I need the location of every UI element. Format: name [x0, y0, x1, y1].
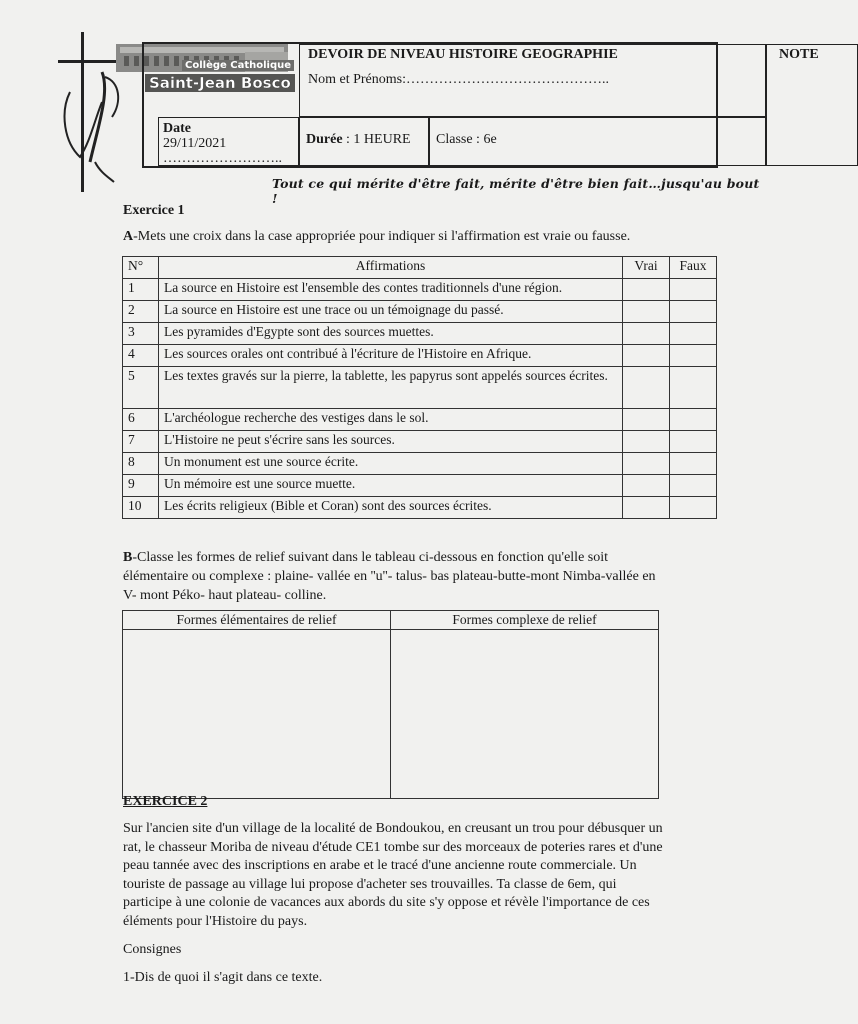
logo-caption-top: Collège Catholique [182, 60, 294, 71]
row-number: 4 [123, 345, 159, 367]
nom-prenoms-field[interactable]: Nom et Prénoms:…………………………………….. [308, 72, 609, 87]
vrai-checkbox[interactable] [623, 475, 670, 497]
exercice2-paragraph: Sur l'ancien site d'un village de la localité de Bondoukou, en creusant un trou pour débusquer un rat, le chasseur Moriba de niveau d'étude CE1 tombe sur des morceaux de poteries rares et d'une peau tannée avec des inscriptions en arabe et le tracé d'une ancienne route commerciale. Un touriste de passage au village lui propose d'acheter ses trouvailles. Ta classe de 6em, qui participe à une colonie de vacances aux abords du site s'y oppose et révèle l'importance de ces éléments pour l'Histoire du pays. [123, 821, 663, 929]
vrai-checkbox[interactable] [623, 323, 670, 345]
elementaires-answer-area[interactable] [123, 630, 391, 799]
affirmation-text: La source en Histoire est une trace ou un témoignage du passé. [159, 301, 623, 323]
faux-checkbox[interactable] [670, 497, 717, 519]
consignes-label: Consignes [123, 942, 182, 957]
part-b-instruction [123, 548, 668, 605]
vrai-checkbox[interactable] [623, 345, 670, 367]
note-label: NOTE [779, 47, 819, 62]
duree-value: : 1 HEURE [346, 132, 411, 147]
col-header-elementaires: Formes élémentaires de relief [123, 611, 391, 630]
faux-checkbox[interactable] [670, 367, 717, 409]
row-number: 2 [123, 301, 159, 323]
col-header-complexes: Formes complexe de relief [391, 611, 659, 630]
affirmation-text: Les sources orales ont contribué à l'écriture de l'Histoire en Afrique. [159, 345, 623, 367]
faux-checkbox[interactable] [670, 409, 717, 431]
table-row [123, 431, 717, 453]
duree-label: Durée [306, 132, 343, 147]
affirmation-text: La source en Histoire est l'ensemble des contes traditionnels d'une région. [159, 279, 623, 301]
part-a-instruction [123, 229, 630, 245]
vrai-checkbox[interactable] [623, 301, 670, 323]
faux-checkbox[interactable] [670, 453, 717, 475]
table-row [123, 323, 717, 345]
classe-value: Classe : 6e [436, 132, 497, 147]
col-header-affirmations: Affirmations [159, 257, 623, 279]
complexes-answer-area[interactable] [391, 630, 659, 799]
row-number: 6 [123, 409, 159, 431]
header-box [142, 42, 819, 168]
date-dots: …………………….. [163, 151, 282, 166]
affirmation-text: L'Histoire ne peut s'écrire sans les sources. [159, 431, 623, 453]
vrai-checkbox[interactable] [623, 279, 670, 301]
vrai-checkbox[interactable] [623, 431, 670, 453]
title-cell [299, 44, 766, 117]
row-number: 3 [123, 323, 159, 345]
duree-cell [299, 117, 429, 166]
col-header-vrai: Vrai [623, 257, 670, 279]
table-row [123, 475, 717, 497]
faux-checkbox[interactable] [670, 301, 717, 323]
part-a-text: -Mets une croix dans la case appropriée pour indiquer si l'affirmation est vraie ou fausse. [133, 229, 631, 244]
part-b-letter: B [123, 550, 133, 565]
row-number: 8 [123, 453, 159, 475]
affirmation-text: Un monument est une source écrite. [159, 453, 623, 475]
date-cell [158, 117, 299, 166]
affirmation-text: Un mémoire est une source muette. [159, 475, 623, 497]
table-row [123, 301, 717, 323]
col-header-faux: Faux [670, 257, 717, 279]
date-label: Date [163, 121, 191, 136]
affirmations-table [122, 256, 717, 519]
note-cell [766, 44, 858, 166]
affirmation-text: Les écrits religieux (Bible et Coran) sont des sources écrites. [159, 497, 623, 519]
part-b-text: -Classe les formes de relief suivant dans le tableau ci-dessous en fonction qu'elle soit élémentaire ou complexe : plaine- vallée en ''u''- talus- bas plateau-butte-mont Nimba-vallée en V- mont Péko- haut plateau- colline. [123, 550, 656, 603]
table-row [123, 279, 717, 301]
faux-checkbox[interactable] [670, 279, 717, 301]
faux-checkbox[interactable] [670, 323, 717, 345]
exercice2-heading: EXERCICE 2 [123, 794, 208, 809]
vrai-checkbox[interactable] [623, 453, 670, 475]
school-motto: Tout ce qui mérite d'être fait, mérite d'être bien fait…jusqu'au bout ! [272, 176, 760, 206]
table-row [123, 497, 717, 519]
col-header-number: N° [123, 257, 159, 279]
part-a-letter: A [123, 229, 134, 244]
vrai-checkbox[interactable] [623, 497, 670, 519]
vrai-checkbox[interactable] [623, 409, 670, 431]
row-number: 5 [123, 367, 159, 409]
affirmation-text: L'archéologue recherche des vestiges dans le sol. [159, 409, 623, 431]
classe-cell [429, 117, 766, 166]
row-number: 7 [123, 431, 159, 453]
table-row [123, 453, 717, 475]
exam-title: DEVOIR DE NIVEAU HISTOIRE GEOGRAPHIE [308, 47, 618, 62]
logo-school-name: Saint-Jean Bosco [145, 74, 295, 92]
relief-table [122, 610, 659, 799]
faux-checkbox[interactable] [670, 475, 717, 497]
affirmation-text: Les pyramides d'Egypte sont des sources muettes. [159, 323, 623, 345]
question-1: 1-Dis de quoi il s'agit dans ce texte. [123, 970, 323, 985]
exercice1-heading: Exercice 1 [123, 203, 185, 218]
faux-checkbox[interactable] [670, 345, 717, 367]
affirmation-text: Les textes gravés sur la pierre, la tablette, les papyrus sont appelés sources écrites. [159, 367, 623, 409]
table-row [123, 367, 717, 409]
date-value: 29/11/2021 [163, 136, 227, 151]
vrai-checkbox[interactable] [623, 367, 670, 409]
row-number: 9 [123, 475, 159, 497]
table-row [123, 345, 717, 367]
table-row [123, 409, 717, 431]
row-number: 10 [123, 497, 159, 519]
faux-checkbox[interactable] [670, 431, 717, 453]
row-number: 1 [123, 279, 159, 301]
